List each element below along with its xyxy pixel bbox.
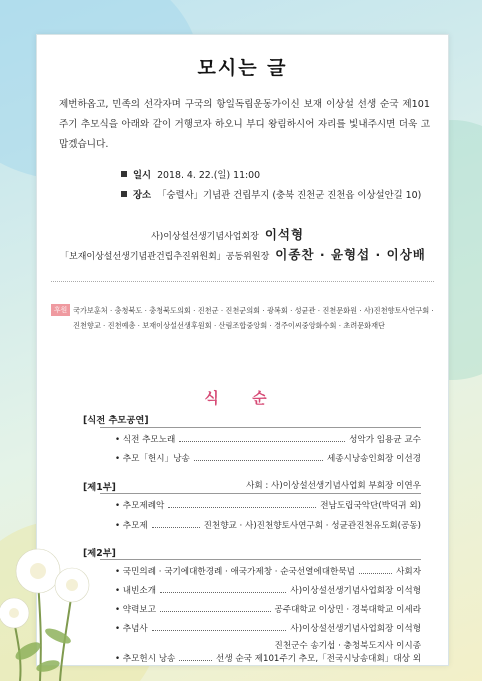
dot-leader bbox=[194, 460, 323, 461]
divider bbox=[51, 281, 434, 282]
item-value: 성악가 임용균 교수 bbox=[349, 435, 421, 445]
page-title: 모시는 글 bbox=[197, 57, 288, 79]
item-label: • 추모「헌시」낭송 bbox=[115, 454, 190, 464]
list-item bbox=[115, 621, 421, 635]
item-value: 세종시낭송인회장 이선경 bbox=[326, 454, 421, 464]
dot-leader bbox=[152, 527, 200, 528]
item-label: • 국민의례 · 국기에대한경례 · 애국가제창 · 순국선열에대한묵념 bbox=[115, 567, 355, 577]
datetime-row bbox=[121, 166, 421, 186]
item-value: 진천향교 · 사)진천향토사연구회 · 성균관진천유도회(공동) bbox=[203, 521, 421, 531]
item-label: • 추모제례악 bbox=[115, 501, 165, 511]
list-item bbox=[115, 651, 421, 665]
sponsor-tag: 후원 bbox=[51, 304, 70, 316]
dot-leader bbox=[160, 592, 286, 593]
section-rule bbox=[100, 493, 421, 494]
list-item bbox=[115, 518, 421, 532]
order-title: 식 순 bbox=[204, 389, 281, 407]
host2-name: 이종찬 · 윤형섭 · 이상배 bbox=[275, 247, 426, 262]
list-item bbox=[115, 498, 421, 512]
square-bullet-icon bbox=[121, 171, 127, 177]
list-item bbox=[115, 432, 421, 446]
place-row bbox=[121, 186, 421, 206]
host1-role: 사)이상설선생기념사업회장 bbox=[151, 232, 259, 242]
section-host: 사회 : 사)이상설선생기념사업회 부회장 이연우 bbox=[246, 481, 421, 491]
section-rule bbox=[100, 559, 421, 560]
item-value: 사회자 bbox=[396, 567, 421, 577]
list-item bbox=[115, 583, 421, 597]
dot-leader bbox=[359, 573, 392, 574]
list-item-continuation: 진천군수 송기섭 · 충청북도지사 이시종 bbox=[274, 641, 421, 651]
item-value: 사)이상설선생기념사업회장 이석형 bbox=[290, 586, 421, 596]
item-label: • 식전 추모노래 bbox=[115, 435, 176, 445]
section-title-pre: [식전 추모공연] bbox=[83, 415, 149, 426]
datetime-label: 일시 bbox=[133, 170, 152, 181]
host1-name: 이석형 bbox=[264, 227, 305, 242]
section-title-part2: [제2부] bbox=[83, 548, 116, 559]
dot-leader bbox=[179, 441, 345, 442]
item-label: • 내빈소개 bbox=[115, 586, 157, 596]
dot-leader bbox=[152, 630, 287, 631]
item-value: 공주대학교 이상민 · 경북대학교 이세라 bbox=[274, 605, 421, 615]
item-value: 선생 순국 제101주기 추모,「전국시낭송대회」대상 외 bbox=[216, 654, 421, 664]
list-item bbox=[115, 564, 421, 578]
dot-leader bbox=[168, 507, 316, 508]
dot-leader bbox=[179, 660, 212, 661]
square-bullet-icon bbox=[121, 191, 127, 197]
datetime-value: 2018. 4. 22.(일) 11:00 bbox=[157, 170, 261, 181]
chrysanthemum-illustration bbox=[0, 461, 120, 681]
item-value: 전남도립국악단(박덕귀 외) bbox=[320, 501, 421, 511]
section-rule bbox=[100, 427, 421, 428]
host-line-1 bbox=[151, 225, 304, 243]
item-label: • 추모헌시 낭송 bbox=[115, 654, 176, 664]
dot-leader bbox=[160, 611, 271, 612]
item-value: 사)이상설선생기념사업회장 이석형 bbox=[290, 624, 421, 634]
intro-text: 제번하옵고, 민족의 선각자며 구국의 항일독립운동가이신 보재 이상설 선생 순국 제101주기 추모식을 아래와 같이 거행코자 하오니 부디 왕림하시어 자리를 빛내주시면 더욱 고맙겠습니다. bbox=[59, 99, 430, 150]
list-item bbox=[115, 451, 421, 465]
item-label: • 약력보고 bbox=[115, 605, 157, 615]
host2-role: 「보재이상설선생기념관건립추진위원회」공동위원장 bbox=[60, 252, 270, 262]
sponsor-block bbox=[51, 303, 436, 333]
event-info bbox=[121, 166, 421, 206]
list-item bbox=[115, 602, 421, 616]
place-label: 장소 bbox=[133, 190, 152, 201]
item-label: • 추념사 bbox=[115, 624, 148, 634]
sponsor-text: 국가보훈처 · 충청북도 · 충청북도의회 · 진천군 · 진천군의회 · 광복회 · 성균관 · 진천문화원 · 사)진천향토사연구회 · 진천향교 · 진천예총 · 보재이상설선생후원회 · 산림조합중앙회 · 경주이씨중앙화수회 · 초려문화재단 bbox=[73, 306, 434, 330]
section-title-part1: [제1부] bbox=[83, 482, 116, 493]
place-value: 「숭렬사」기념관 건립부지 (충북 진천군 진천읍 이상설안길 10) bbox=[157, 190, 422, 201]
host-line-2 bbox=[60, 245, 426, 263]
item-label: • 추모제 bbox=[115, 521, 148, 531]
